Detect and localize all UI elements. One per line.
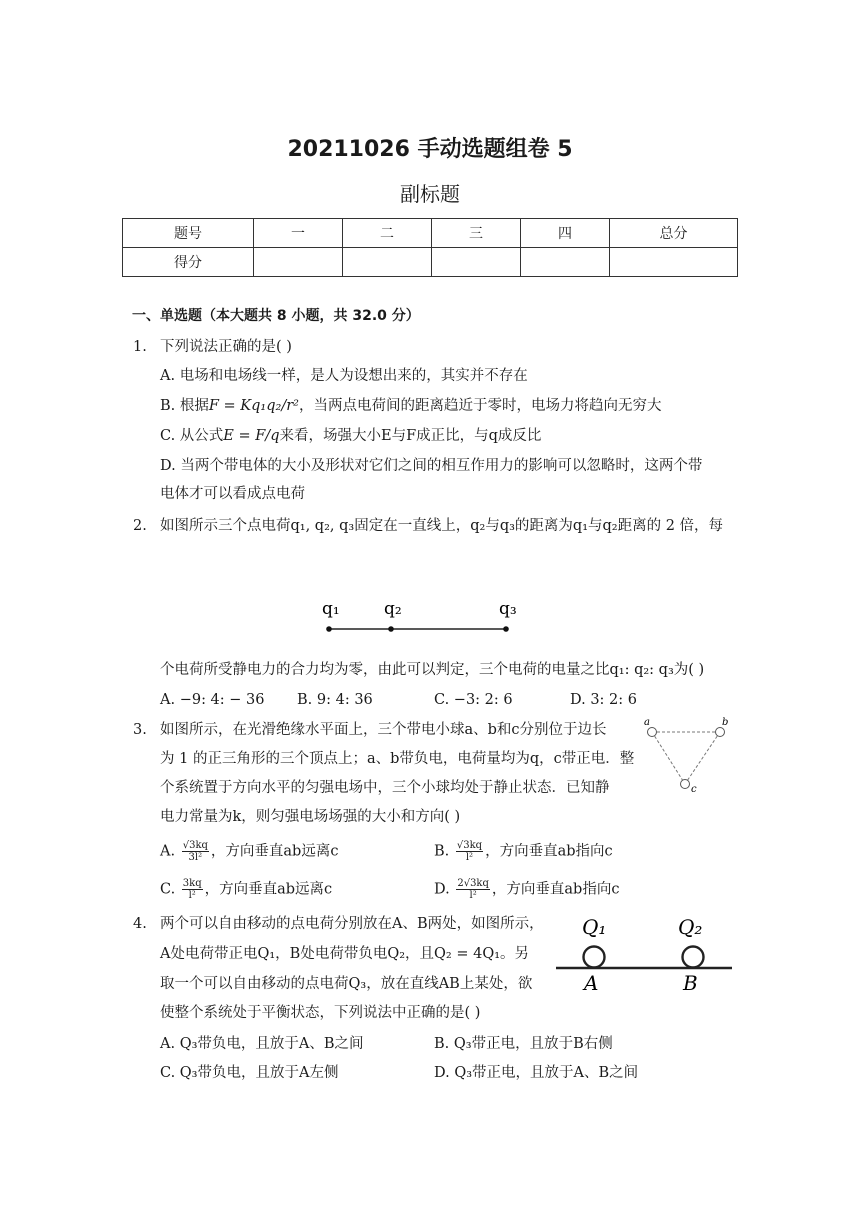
q3-option-d-label: D. [434,881,450,898]
score-input-cell [610,248,738,277]
q2-number: 2. [133,518,147,534]
q2-dot-2 [388,626,394,632]
q4-stem-line1: 两个可以自由移动的点电荷分别放在A、B两处，如图所示， [160,916,544,932]
q3-option-c [160,878,332,901]
q3-number: 3. [133,722,147,738]
q1-number: 1. [133,339,147,355]
q2-stem-line2: 个电荷所受静电力的合力均为零，由此可以判定，三个电荷的电量之比q₁: q₂: q₃为( ) [160,662,705,678]
score-input-cell [432,248,521,277]
q3-option-a-denominator: 3l² [188,852,203,863]
q3-option-a-fraction [182,840,209,863]
q3-label-c: c [691,784,697,795]
q1-option-b-pre: B. 根据 [160,398,209,414]
q3-triangle-figure [640,714,736,796]
q4-ball-a [584,947,605,968]
q4-option-d: D. Q₃带正电，且放于A、B之间 [434,1065,639,1081]
q3-option-a [160,840,338,863]
q3-stem-line4: 电力常量为k，则匀强电场场强的大小和方向( ) [160,809,461,825]
q1-option-b-post: ，当两点电荷间的距离趋近于零时，电场力将趋向无穷大 [298,398,662,414]
q3-ball-c [681,780,690,789]
q4-stem-line3: 取一个可以自由移动的点电荷Q₃，放在直线AB上某处，欲 [160,976,533,992]
q4-ball-b [683,947,704,968]
q3-option-c-denominator: l² [188,890,196,901]
q4-label-q1: Q₁ [582,915,607,939]
q3-option-b-label: B. [434,843,450,860]
q3-option-d-denominator: l² [469,890,477,901]
q1-option-c-pre: C. 从公式 [160,428,224,444]
q1-option-b-formula: F = Kq₁q₂/r² [208,398,299,414]
score-table-header-row [123,219,738,248]
q4-label-b: B [683,971,698,994]
q3-option-b-fraction [456,840,483,863]
q3-option-d-fraction [456,878,490,901]
q2-option-d: D. 3: 2: 6 [570,692,637,708]
q4-option-c: C. Q₃带负电，且放于A左侧 [160,1065,339,1081]
q3-option-a-text: ，方向垂直ab远离c [210,843,339,860]
q2-option-b: B. 9: 4: 36 [297,692,373,708]
score-header-cell: 一 [254,219,343,248]
score-header-cell: 总分 [610,219,738,248]
q2-charges-figure [318,590,528,642]
q3-option-b [434,840,613,863]
q1-option-b [160,396,661,416]
q1-option-d-line1: D. 当两个带电体的大小及形状对它们之间的相互作用力的影响可以忽略时，这两个带 [160,458,703,474]
q3-ball-a [648,728,657,737]
score-header-cell: 三 [432,219,521,248]
score-header-cell: 四 [521,219,610,248]
q3-label-a: a [644,717,650,728]
q1-stem: 下列说法正确的是( ) [160,339,292,355]
q3-option-c-numerator: 3kq [182,878,202,889]
score-row-label: 得分 [123,248,254,277]
score-input-cell [521,248,610,277]
section-heading: 一、单选题（本大题共 8 小题，共 32.0 分） [132,308,420,324]
q4-charges-figure [554,912,734,994]
q3-stem-line3: 个系统置于方向水平的匀强电场中，三个小球均处于静止状态．已知静 [160,780,610,796]
score-table-score-row [123,248,738,277]
q4-stem-line4: 使整个系统处于平衡状态，下列说法中正确的是( ) [160,1005,481,1021]
q1-option-d-line2: 电体才可以看成点电荷 [160,486,305,502]
q3-option-d-numerator: 2√3kq [457,878,489,889]
q2-label-2: q₂ [384,599,402,619]
page-subtitle: 副标题 [400,182,460,206]
score-input-cell [343,248,432,277]
q4-option-a: A. Q₃带负电，且放于A、B之间 [160,1036,364,1052]
score-header-cell: 二 [343,219,432,248]
page-title: 20211026 手动选题组卷 5 [287,137,573,162]
q1-option-a: A. 电场和电场线一样，是人为设想出来的，其实并不存在 [160,368,528,384]
q2-stem-line1: 如图所示三个点电荷q₁, q₂, q₃固定在一直线上，q₂与q₃的距离为q₁与q₂距离的 2 倍，每 [160,518,724,534]
q4-label-a: A [584,971,599,994]
q2-option-a: A. −9: 4: − 36 [160,692,265,708]
q3-option-b-denominator: l² [465,852,474,863]
score-input-cell [254,248,343,277]
score-table [122,218,738,277]
q3-option-d-text: ，方向垂直ab指向c [491,881,620,898]
q3-option-b-text: ，方向垂直ab指向c [485,843,613,860]
q1-option-c-formula: E = F/q [223,428,280,444]
q1-option-c [160,426,541,446]
q1-option-c-post: 来看，场强大小E与F成正比，与q成反比 [279,428,542,444]
q3-label-b: b [722,717,729,728]
q3-stem-line2: 为 1 的正三角形的三个顶点上；a、b带负电，电荷量均为q，c带正电．整 [160,751,635,767]
q3-option-c-text: ，方向垂直ab远离c [204,881,333,898]
q3-option-a-label: A. [160,843,176,860]
q3-edge-bc [685,732,720,784]
q3-ball-b [716,728,725,737]
q2-label-1: q₁ [322,599,340,619]
q2-option-c: C. −3: 2: 6 [434,692,513,708]
q3-edge-ac [652,732,685,784]
score-header-cell: 题号 [123,219,254,248]
q2-dot-3 [503,626,509,632]
q4-label-q2: Q₂ [678,915,703,939]
q4-number: 4. [133,916,147,932]
q3-stem-line1: 如图所示，在光滑绝缘水平面上，三个带电小球a、b和c分别位于边长 [160,722,607,738]
q4-option-b: B. Q₃带正电，且放于B右侧 [434,1036,613,1052]
q3-option-d [434,878,619,901]
q2-dot-1 [326,626,332,632]
q4-stem-line2: A处电荷带正电Q₁，B处电荷带负电Q₂，且Q₂ = 4Q₁。另 [160,946,530,962]
q3-option-b-numerator: √3kq [456,840,483,851]
q3-option-c-fraction [182,878,203,901]
q3-option-a-numerator: √3kq [182,840,208,851]
q2-label-3: q₃ [499,599,517,619]
q3-option-c-label: C. [160,881,176,898]
